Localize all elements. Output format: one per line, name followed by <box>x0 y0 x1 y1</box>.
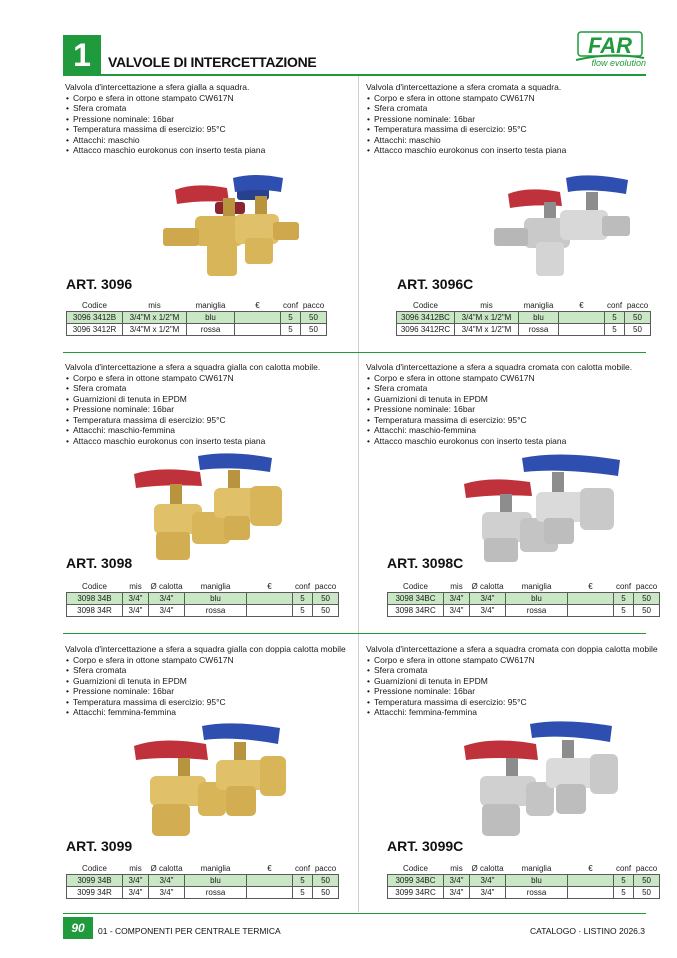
spec-bullet: • Attacco maschio eurokonus con inserto testa piana <box>65 436 357 447</box>
spec-bullet: • Attacco maschio eurokonus con inserto testa piana <box>366 145 658 156</box>
spec-bullet: • Temperatura massima di esercizio: 95°C <box>366 697 658 708</box>
col-header: mis <box>450 581 463 591</box>
spec-bullet: • Corpo e sfera in ottone stampato CW617N <box>65 655 357 666</box>
table-cell: 3099 34BC <box>388 874 444 886</box>
table-cell: 50 <box>634 886 660 898</box>
table-cell: 3098 34R <box>67 604 123 616</box>
footer-catalog: CATALOGO · LISTINO 2026.3 <box>530 926 645 936</box>
col-header: conf <box>615 863 632 873</box>
col-header: maniglia <box>200 581 231 591</box>
table-cell: 3/4" <box>123 604 149 616</box>
col-header: € <box>267 581 272 591</box>
table-header-row <box>67 863 339 874</box>
col-header: maniglia <box>521 863 552 873</box>
table-row <box>388 886 660 898</box>
table-cell <box>247 886 293 898</box>
table-cell: blu <box>519 311 559 323</box>
table-cell: rossa <box>187 323 235 335</box>
spec-bullet: • Sfera cromata <box>366 383 658 394</box>
table-cell: 3/4" <box>123 874 149 886</box>
col-header: € <box>267 863 272 873</box>
table-cell: 50 <box>634 592 660 604</box>
table-header-row <box>397 300 651 311</box>
table-row <box>67 592 339 604</box>
col-header: conf <box>294 581 311 591</box>
spec-bullet: • Guarnizioni di tenuta in EPDM <box>366 676 658 687</box>
table-cell: 3/4" <box>149 874 185 886</box>
table-cell <box>235 311 281 323</box>
valve-photo-3098c <box>460 452 625 564</box>
table-cell: 3099 34R <box>67 886 123 898</box>
spec-bullet: • Corpo e sfera in ottone stampato CW617N <box>65 93 357 104</box>
table-cell <box>235 323 281 335</box>
spec-bullet: • Temperatura massima di esercizio: 95°C <box>366 415 658 426</box>
table-cell: 3/4"M x 1/2"M <box>123 311 187 323</box>
table-cell: blu <box>185 592 247 604</box>
price-table-3096c <box>396 300 651 336</box>
table-cell <box>568 604 614 616</box>
spec-bullet: • Attacchi: maschio-femmina <box>366 425 658 436</box>
price-table-3098 <box>66 581 339 617</box>
table-row <box>388 592 660 604</box>
spec-bullet: • Attacchi: femmina-femmina <box>65 707 357 718</box>
table-cell: rossa <box>185 886 247 898</box>
table-cell: 3098 34BC <box>388 592 444 604</box>
spec-bullet: • Sfera cromata <box>366 665 658 676</box>
table-row <box>67 886 339 898</box>
table-cell <box>559 311 605 323</box>
table-row <box>388 874 660 886</box>
description-text: Valvola d'intercettazione a sfera a squadra cromata con doppia calotta mobile <box>366 644 658 654</box>
table-cell: 3/4" <box>149 592 185 604</box>
col-header: conf <box>615 581 632 591</box>
section-number-badge: 1 <box>63 35 101 75</box>
price-table-3098c <box>387 581 660 617</box>
article-code-3099c: ART. 3099C <box>387 838 464 854</box>
table-cell: 3/4"M x 1/2"M <box>123 323 187 335</box>
col-header: mis <box>480 300 493 310</box>
col-header: pacco <box>635 581 658 591</box>
product-description-3098 <box>65 362 357 446</box>
table-cell <box>247 592 293 604</box>
col-header: Codice <box>82 300 107 310</box>
table-cell: 3099 34B <box>67 874 123 886</box>
article-code-3096: ART. 3096 <box>66 276 133 292</box>
article-code-3098c: ART. 3098C <box>387 555 464 571</box>
table-cell: rossa <box>185 604 247 616</box>
logo-text: FAR <box>588 33 632 58</box>
col-header: € <box>579 300 584 310</box>
table-cell: rossa <box>506 886 568 898</box>
col-header: conf <box>282 300 299 310</box>
article-code-3098: ART. 3098 <box>66 555 133 571</box>
spec-bullet: • Sfera cromata <box>65 383 357 394</box>
description-text: Valvola d'intercettazione a sfera cromata a squadra. <box>366 82 562 92</box>
table-row <box>67 323 327 335</box>
table-cell: 3096 3412B <box>67 311 123 323</box>
col-header: maniglia <box>523 300 554 310</box>
table-cell: 50 <box>634 604 660 616</box>
table-cell: 3/4" <box>470 874 506 886</box>
table-cell <box>247 874 293 886</box>
product-description-3096c <box>366 82 658 156</box>
table-cell: 50 <box>625 311 651 323</box>
col-header: € <box>588 581 593 591</box>
table-cell: 3/4" <box>470 886 506 898</box>
spec-bullet: • Pressione nominale: 16bar <box>65 114 357 125</box>
table-cell: 3099 34RC <box>388 886 444 898</box>
spec-bullet: • Attacco maschio eurokonus con inserto testa piana <box>366 436 658 447</box>
table-cell: 5 <box>605 323 625 335</box>
table-cell: 5 <box>281 311 301 323</box>
valve-photo-3096 <box>155 172 305 282</box>
table-cell <box>247 604 293 616</box>
table-cell: 3/4" <box>123 886 149 898</box>
col-header: conf <box>606 300 623 310</box>
spec-bullet: • Sfera cromata <box>366 103 658 114</box>
logo-tagline: flow evolution <box>591 58 646 68</box>
spec-bullet: • Pressione nominale: 16bar <box>65 686 357 697</box>
header-rule <box>63 74 646 76</box>
col-header: mis <box>129 863 142 873</box>
product-description-3098c <box>366 362 658 446</box>
col-header: maniglia <box>521 581 552 591</box>
table-cell: 5 <box>293 886 313 898</box>
spec-bullet: • Guarnizioni di tenuta in EPDM <box>65 676 357 687</box>
table-cell: 50 <box>301 311 327 323</box>
table-header-row <box>388 863 660 874</box>
table-header-row <box>67 300 327 311</box>
table-cell: 5 <box>614 604 634 616</box>
spec-bullet: • Temperatura massima di esercizio: 95°C <box>65 124 357 135</box>
col-header: € <box>255 300 260 310</box>
price-table-3099 <box>66 863 339 899</box>
product-description-3099 <box>65 644 357 718</box>
valve-photo-3099 <box>132 722 292 840</box>
table-cell: 3/4" <box>444 604 470 616</box>
row-divider-2 <box>63 633 646 634</box>
spec-bullet: • Attacchi: maschio-femmina <box>65 425 357 436</box>
col-header: mis <box>129 581 142 591</box>
table-cell: 5 <box>293 604 313 616</box>
table-cell <box>568 592 614 604</box>
col-header: mis <box>450 863 463 873</box>
col-header: Codice <box>82 863 107 873</box>
valve-photo-3099c <box>462 720 624 840</box>
page-title: VALVOLE DI INTERCETTAZIONE <box>108 54 317 70</box>
article-code-3099: ART. 3099 <box>66 838 133 854</box>
valve-photo-3096c <box>488 172 638 282</box>
spec-bullet: • Attacco maschio eurokonus con inserto testa piana <box>65 145 357 156</box>
table-cell <box>568 874 614 886</box>
col-header: Codice <box>403 863 428 873</box>
spec-bullet: • Corpo e sfera in ottone stampato CW617N <box>366 373 658 384</box>
spec-bullet: • Attacchi: femmina-femmina <box>366 707 658 718</box>
table-cell: 5 <box>293 592 313 604</box>
spec-bullet: • Pressione nominale: 16bar <box>366 404 658 415</box>
table-cell: 5 <box>605 311 625 323</box>
table-cell <box>568 886 614 898</box>
col-header: Ø calotta <box>150 581 183 591</box>
table-cell: 50 <box>313 886 339 898</box>
table-cell: 3/4"M x 1/2"M <box>455 323 519 335</box>
col-header: mis <box>148 300 161 310</box>
spec-bullet: • Corpo e sfera in ottone stampato CW617N <box>366 655 658 666</box>
table-cell: 50 <box>313 592 339 604</box>
description-text: Valvola d'intercettazione a sfera a squadra gialla con doppia calotta mobile <box>65 644 346 654</box>
table-cell: 3096 3412RC <box>397 323 455 335</box>
table-cell: 5 <box>281 323 301 335</box>
col-header: pacco <box>626 300 649 310</box>
col-header: Codice <box>403 581 428 591</box>
column-divider <box>358 76 359 912</box>
table-cell: 3/4" <box>470 592 506 604</box>
product-description-3099c <box>366 644 658 718</box>
table-cell: 3/4"M x 1/2"M <box>455 311 519 323</box>
table-cell: 3/4" <box>444 592 470 604</box>
table-cell: 3098 34B <box>67 592 123 604</box>
spec-bullet: • Corpo e sfera in ottone stampato CW617N <box>65 373 357 384</box>
footer-rule <box>63 913 646 914</box>
spec-bullet: • Attacchi: maschio <box>366 135 658 146</box>
table-cell: 50 <box>634 874 660 886</box>
footer-chapter: 01 - COMPONENTI PER CENTRALE TERMICA <box>98 926 281 936</box>
table-cell <box>559 323 605 335</box>
table-cell: 3096 3412R <box>67 323 123 335</box>
col-header: Codice <box>413 300 438 310</box>
col-header: € <box>588 863 593 873</box>
table-cell: blu <box>506 874 568 886</box>
col-header: pacco <box>635 863 658 873</box>
spec-bullet: • Pressione nominale: 16bar <box>366 686 658 697</box>
spec-bullet: • Sfera cromata <box>65 103 357 114</box>
spec-bullet: • Sfera cromata <box>65 665 357 676</box>
row-divider-1 <box>63 352 646 353</box>
table-cell: blu <box>506 592 568 604</box>
product-description-3096 <box>65 82 357 156</box>
col-header: Ø calotta <box>471 581 504 591</box>
table-row <box>397 311 651 323</box>
table-row <box>67 874 339 886</box>
spec-bullet: • Temperatura massima di esercizio: 95°C <box>65 697 357 708</box>
table-cell: 50 <box>625 323 651 335</box>
table-cell: 5 <box>614 874 634 886</box>
table-cell: blu <box>187 311 235 323</box>
spec-bullet: • Guarnizioni di tenuta in EPDM <box>65 394 357 405</box>
table-cell: 5 <box>614 886 634 898</box>
description-text: Valvola d'intercettazione a sfera a squadra gialla con calotta mobile. <box>65 362 321 372</box>
table-cell: 3/4" <box>149 886 185 898</box>
spec-bullet: • Attacchi: maschio <box>65 135 357 146</box>
table-row <box>67 604 339 616</box>
col-header: maniglia <box>195 300 226 310</box>
table-cell: 3098 34RC <box>388 604 444 616</box>
col-header: Ø calotta <box>471 863 504 873</box>
col-header: conf <box>294 863 311 873</box>
price-table-3099c <box>387 863 660 899</box>
col-header: Ø calotta <box>150 863 183 873</box>
article-code-3096c: ART. 3096C <box>397 276 474 292</box>
table-cell: 3/4" <box>149 604 185 616</box>
table-cell: 50 <box>313 874 339 886</box>
table-cell: 3/4" <box>123 592 149 604</box>
description-text: Valvola d'intercettazione a sfera a squadra cromata con calotta mobile. <box>366 362 633 372</box>
table-header-row <box>67 581 339 592</box>
spec-bullet: • Pressione nominale: 16bar <box>65 404 357 415</box>
page-number: 90 <box>63 917 93 939</box>
col-header: pacco <box>314 581 337 591</box>
table-row <box>388 604 660 616</box>
table-cell: 5 <box>614 592 634 604</box>
table-cell: 3/4" <box>444 886 470 898</box>
price-table-3096 <box>66 300 327 336</box>
table-cell: 3/4" <box>470 604 506 616</box>
spec-bullet: • Corpo e sfera in ottone stampato CW617N <box>366 93 658 104</box>
table-cell: 3/4" <box>444 874 470 886</box>
description-text: Valvola d'intercettazione a sfera gialla a squadra. <box>65 82 250 92</box>
table-cell: 3096 3412BC <box>397 311 455 323</box>
table-cell: 50 <box>313 604 339 616</box>
table-header-row <box>388 581 660 592</box>
col-header: maniglia <box>200 863 231 873</box>
spec-bullet: • Guarnizioni di tenuta in EPDM <box>366 394 658 405</box>
table-cell: 50 <box>301 323 327 335</box>
table-cell: rossa <box>506 604 568 616</box>
table-cell: 5 <box>293 874 313 886</box>
spec-bullet: • Temperatura massima di esercizio: 95°C <box>366 124 658 135</box>
table-cell: rossa <box>519 323 559 335</box>
valve-photo-3098 <box>130 452 290 564</box>
table-row <box>67 311 327 323</box>
col-header: pacco <box>302 300 325 310</box>
col-header: pacco <box>314 863 337 873</box>
spec-bullet: • Pressione nominale: 16bar <box>366 114 658 125</box>
table-cell: blu <box>185 874 247 886</box>
col-header: Codice <box>82 581 107 591</box>
table-row <box>397 323 651 335</box>
spec-bullet: • Temperatura massima di esercizio: 95°C <box>65 415 357 426</box>
